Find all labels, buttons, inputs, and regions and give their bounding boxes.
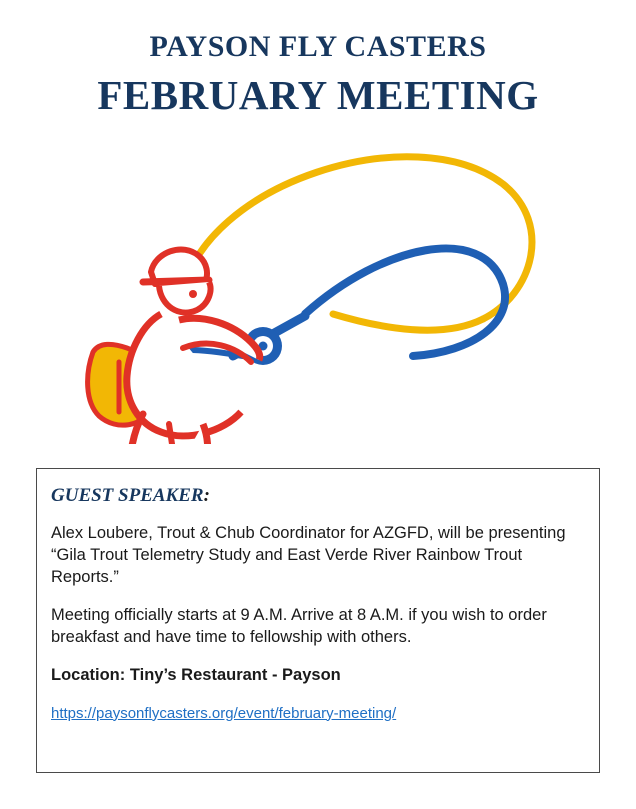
fly-fisherman-illustration bbox=[0, 124, 636, 444]
guest-speaker-colon: : bbox=[203, 485, 210, 506]
event-link[interactable]: https://paysonflycasters.org/event/february-meeting/ bbox=[51, 704, 397, 722]
title-block bbox=[0, 0, 636, 118]
details-box bbox=[36, 468, 600, 773]
guest-speaker-label: GUEST SPEAKER bbox=[51, 485, 204, 506]
page-title: PAYSON FLY CASTERS bbox=[149, 30, 487, 63]
speaker-paragraph: Alex Loubere, Trout & Chub Coordinator for AZGFD, will be presenting “Gila Trout Telemetry Study and East Verde River Rainbow Trout Reports.” bbox=[51, 524, 566, 586]
meeting-title: FEBRUARY MEETING bbox=[97, 72, 539, 118]
meeting-time-paragraph: Meeting officially starts at 9 A.M. Arrive at 8 A.M. if you wish to order breakfast and have time to fellowship with others. bbox=[51, 605, 547, 646]
location-line: Location: Tiny’s Restaurant - Payson bbox=[51, 665, 341, 684]
guest-speaker-heading bbox=[51, 485, 585, 507]
fly-fisherman-icon bbox=[83, 124, 553, 444]
